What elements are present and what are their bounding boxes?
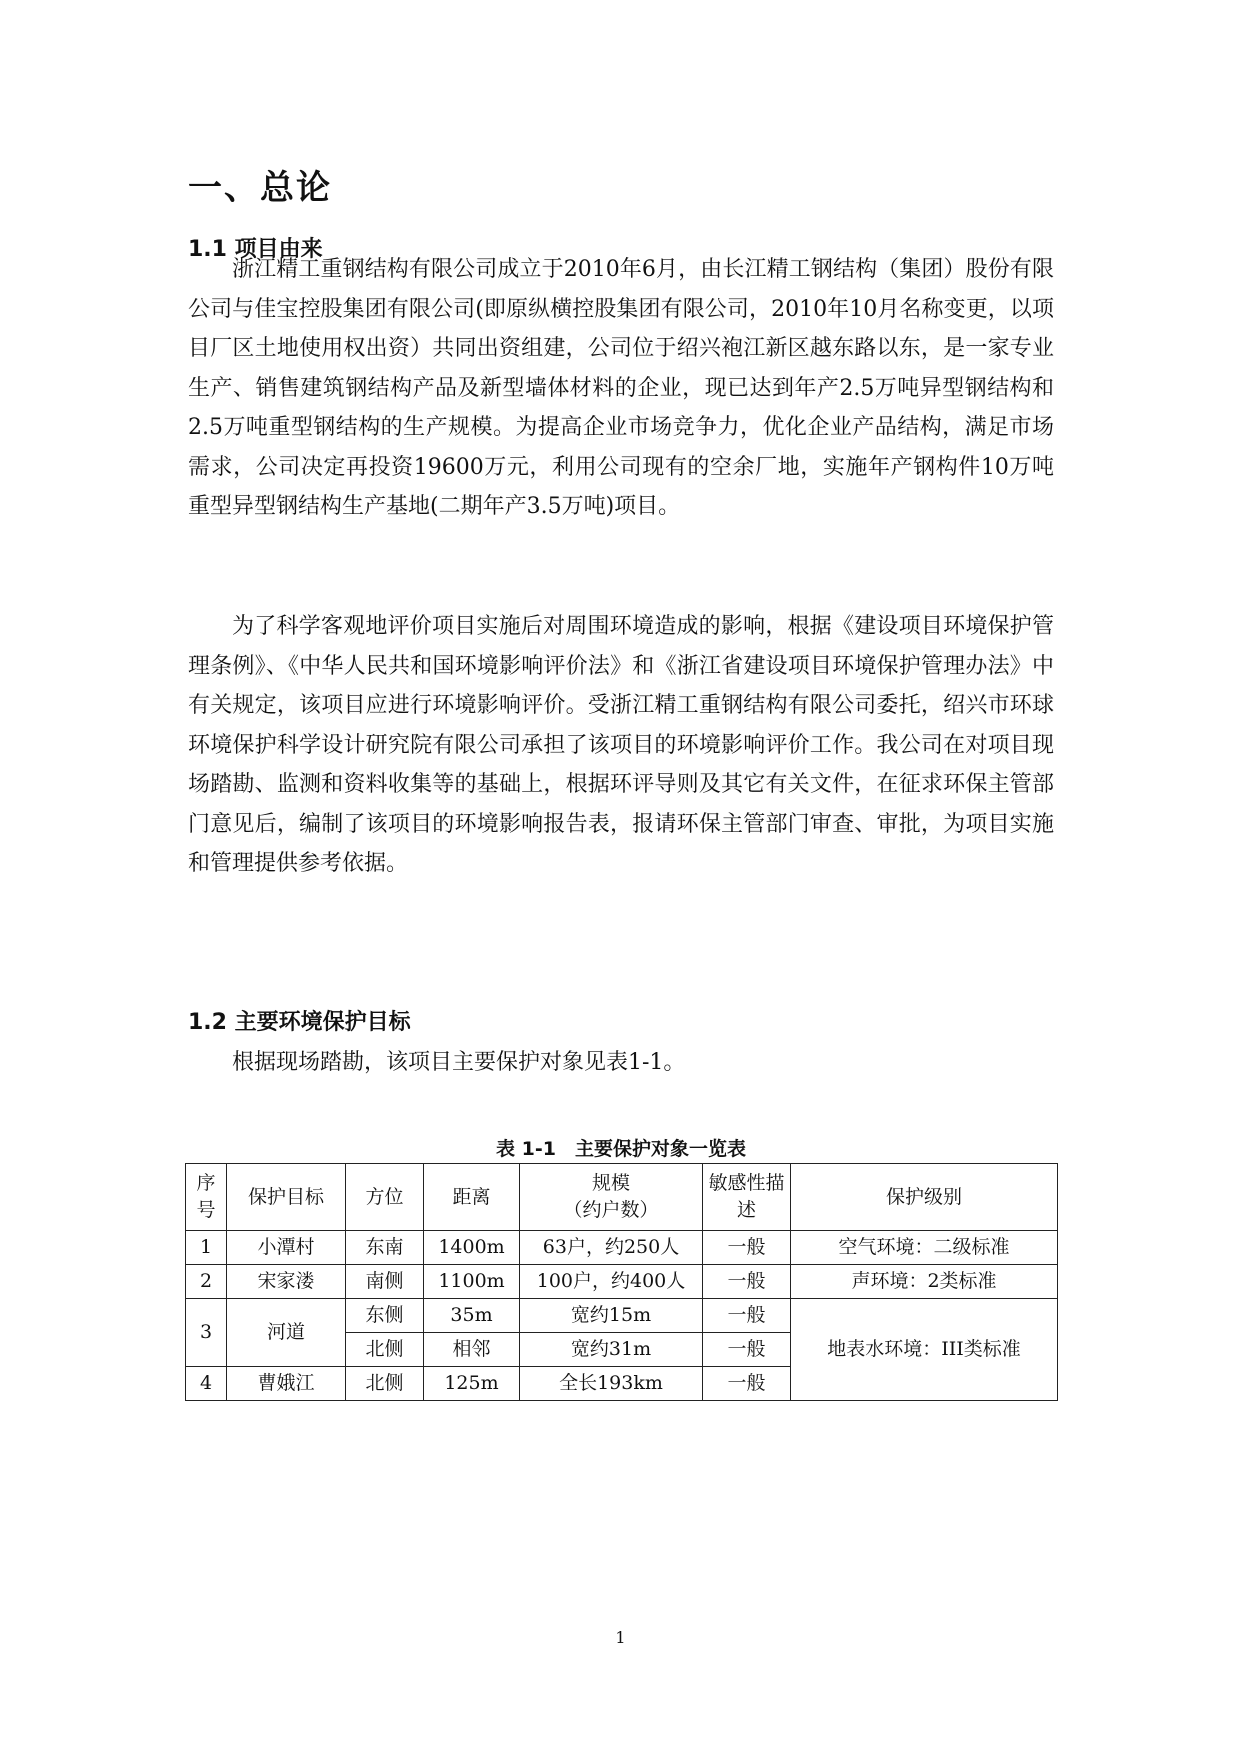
protection-targets-table: [185, 1163, 1058, 1401]
cell-sensitivity: 一般: [703, 1231, 791, 1265]
header-sensitivity: 敏感性描述: [703, 1164, 791, 1231]
cell-level-noise: 声环境：2类标准: [791, 1265, 1058, 1299]
cell-direction: 东侧: [346, 1299, 424, 1333]
cell-no: 1: [186, 1231, 227, 1265]
header-no: 序号: [186, 1164, 227, 1231]
header-direction: 方位: [346, 1164, 424, 1231]
cell-no: 4: [186, 1367, 227, 1401]
chapter-title: 一、总论: [188, 168, 332, 208]
cell-distance: 125m: [424, 1367, 520, 1401]
section-title-1-2: 1.2 主要环境保护目标: [188, 1010, 411, 1035]
header-scale-line2: （约户数）: [563, 1199, 659, 1221]
cell-direction: 北侧: [346, 1333, 424, 1367]
cell-target: 小潭村: [227, 1231, 346, 1265]
cell-scale: 宽约15m: [520, 1299, 703, 1333]
header-level: 保护级别: [791, 1164, 1058, 1231]
page-number: 1: [615, 1628, 626, 1647]
table-header-row: [186, 1164, 1058, 1231]
cell-distance: 相邻: [424, 1333, 520, 1367]
cell-scale: 宽约31m: [520, 1333, 703, 1367]
header-scale-line1: 规模: [591, 1172, 630, 1194]
cell-sensitivity: 一般: [703, 1265, 791, 1299]
cell-direction: 东南: [346, 1231, 424, 1265]
cell-distance: 35m: [424, 1299, 520, 1333]
cell-direction: 南侧: [346, 1265, 424, 1299]
cell-target: 河道: [227, 1299, 346, 1367]
cell-target: 宋家溇: [227, 1265, 346, 1299]
header-target: 保护目标: [227, 1164, 346, 1231]
cell-direction: 北侧: [346, 1367, 424, 1401]
cell-sensitivity: 一般: [703, 1367, 791, 1401]
paragraph-protection-targets: 根据现场踏勘，该项目主要保护对象见表1-1。: [232, 1050, 686, 1075]
cell-level-water: 地表水环境：III类标准: [791, 1299, 1058, 1401]
section-title-1-1: 1.1 项目由来: [188, 237, 323, 262]
paragraph-project-origin: 浙江精工重钢结构有限公司成立于2010年6月，由长江精工钢结构（集团）股份有限公司与佳宝控股集团有限公司(即原纵横控股集团有限公司，2010年10月名称变更，以项目厂区土地使用权出资）共同出资组建，公司位于绍兴袍江新区越东路以东，是一家专业生产、销售建筑钢结构产品及新型墙体材料的企业，现已达到年产2.5万吨异型钢结构和2.5万吨重型钢结构的生产规模。为提高企业市场竞争力，优化企业产品结构，满足市场需求，公司决定再投资19600万元，利用公司现有的空余厂地，实施年产钢构件10万吨重型异型钢结构生产基地(二期年产3.5万吨)项目。: [188, 257, 1054, 519]
cell-distance: 1400m: [424, 1231, 520, 1265]
paragraph-assessment-basis: 为了科学客观地评价项目实施后对周围环境造成的影响，根据《建设项目环境保护管理条例》、《中华人民共和国环境影响评价法》和《浙江省建设项目环境保护管理办法》中有关规定，该项目应进行环境影响评价。受浙江精工重钢结构有限公司委托，绍兴市环球环境保护科学设计研究院有限公司承担了该项目的环境影响评价工作。我公司在对项目现场踏勘、监测和资料收集等的基础上，根据环评导则及其它有关文件，在征求环保主管部门意见后，编制了该项目的环境影响报告表，报请环保主管部门审查、审批，为项目实施和管理提供参考依据。: [188, 614, 1054, 876]
cell-sensitivity: 一般: [703, 1299, 791, 1333]
cell-sensitivity: 一般: [703, 1333, 791, 1367]
cell-scale: 100户，约400人: [520, 1265, 703, 1299]
table-row: [186, 1299, 1058, 1333]
table-row: [186, 1265, 1058, 1299]
table-row: [186, 1231, 1058, 1265]
cell-scale: 63户，约250人: [520, 1231, 703, 1265]
cell-no: 2: [186, 1265, 227, 1299]
header-scale: [520, 1164, 703, 1231]
cell-distance: 1100m: [424, 1265, 520, 1299]
table-caption: 表 1-1 主要保护对象一览表: [496, 1138, 746, 1160]
cell-scale: 全长193km: [520, 1367, 703, 1401]
cell-target: 曹娥江: [227, 1367, 346, 1401]
cell-level-air: 空气环境：二级标准: [791, 1231, 1058, 1265]
header-distance: 距离: [424, 1164, 520, 1231]
cell-no: 3: [186, 1299, 227, 1367]
